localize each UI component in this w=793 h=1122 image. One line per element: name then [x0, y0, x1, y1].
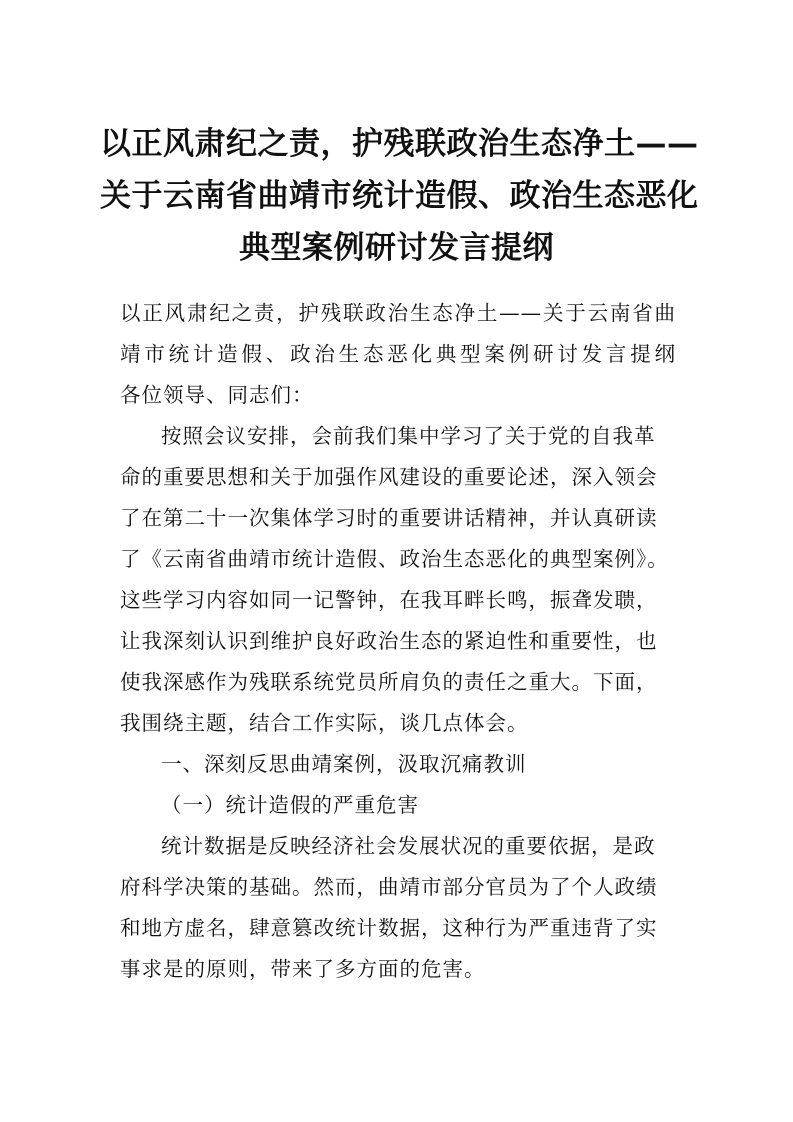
subsection-heading-1: （一）统计造假的严重危害: [161, 793, 419, 817]
document-body: [120, 293, 719, 990]
document-title: [100, 118, 699, 274]
body-paragraph-2: 统计数据是反映经济社会发展状况的重要依据，是政府科学决策的基础。然而，曲靖市部分官员为了个人政绩和地方虚名，肆意篡改统计数据，这种行为严重违背了实事求是的原则，带来了多方面的危害。: [120, 834, 658, 981]
title-line-3: 典型案例研讨发言提纲: [239, 230, 554, 266]
section-heading-1: 一、深刻反思曲靖案例，汲取沉痛教训: [161, 752, 527, 776]
title-line-1: 以正风肃纪之责，护残联政治生态净土——: [100, 126, 699, 162]
title-line-2: 关于云南省曲靖市统计造假、政治生态恶化: [100, 178, 699, 214]
intro-paragraph: 以正风肃纪之责，护残联政治生态净土——关于云南省曲靖市统计造假、政治生态恶化典型案例研讨发言提纲 各位领导、同志们：: [120, 301, 719, 407]
body-paragraph-1: 按照会议安排，会前我们集中学习了关于党的自我革命的重要思想和关于加强作风建设的重要论述，深入领会了在第二十一次集体学习时的重要讲话精神，并认真研读了《云南省曲靖市统计造假、政治生态恶化的典型案例》。这些学习内容如同一记警钟，在我耳畔长鸣，振聋发聩，让我深刻认识到维护良好政治生态的紧迫性和重要性，也使我深感作为残联系统党员所肩负的责任之重大。下面，我围绕主题，结合工作实际，谈几点体会。: [120, 424, 669, 735]
